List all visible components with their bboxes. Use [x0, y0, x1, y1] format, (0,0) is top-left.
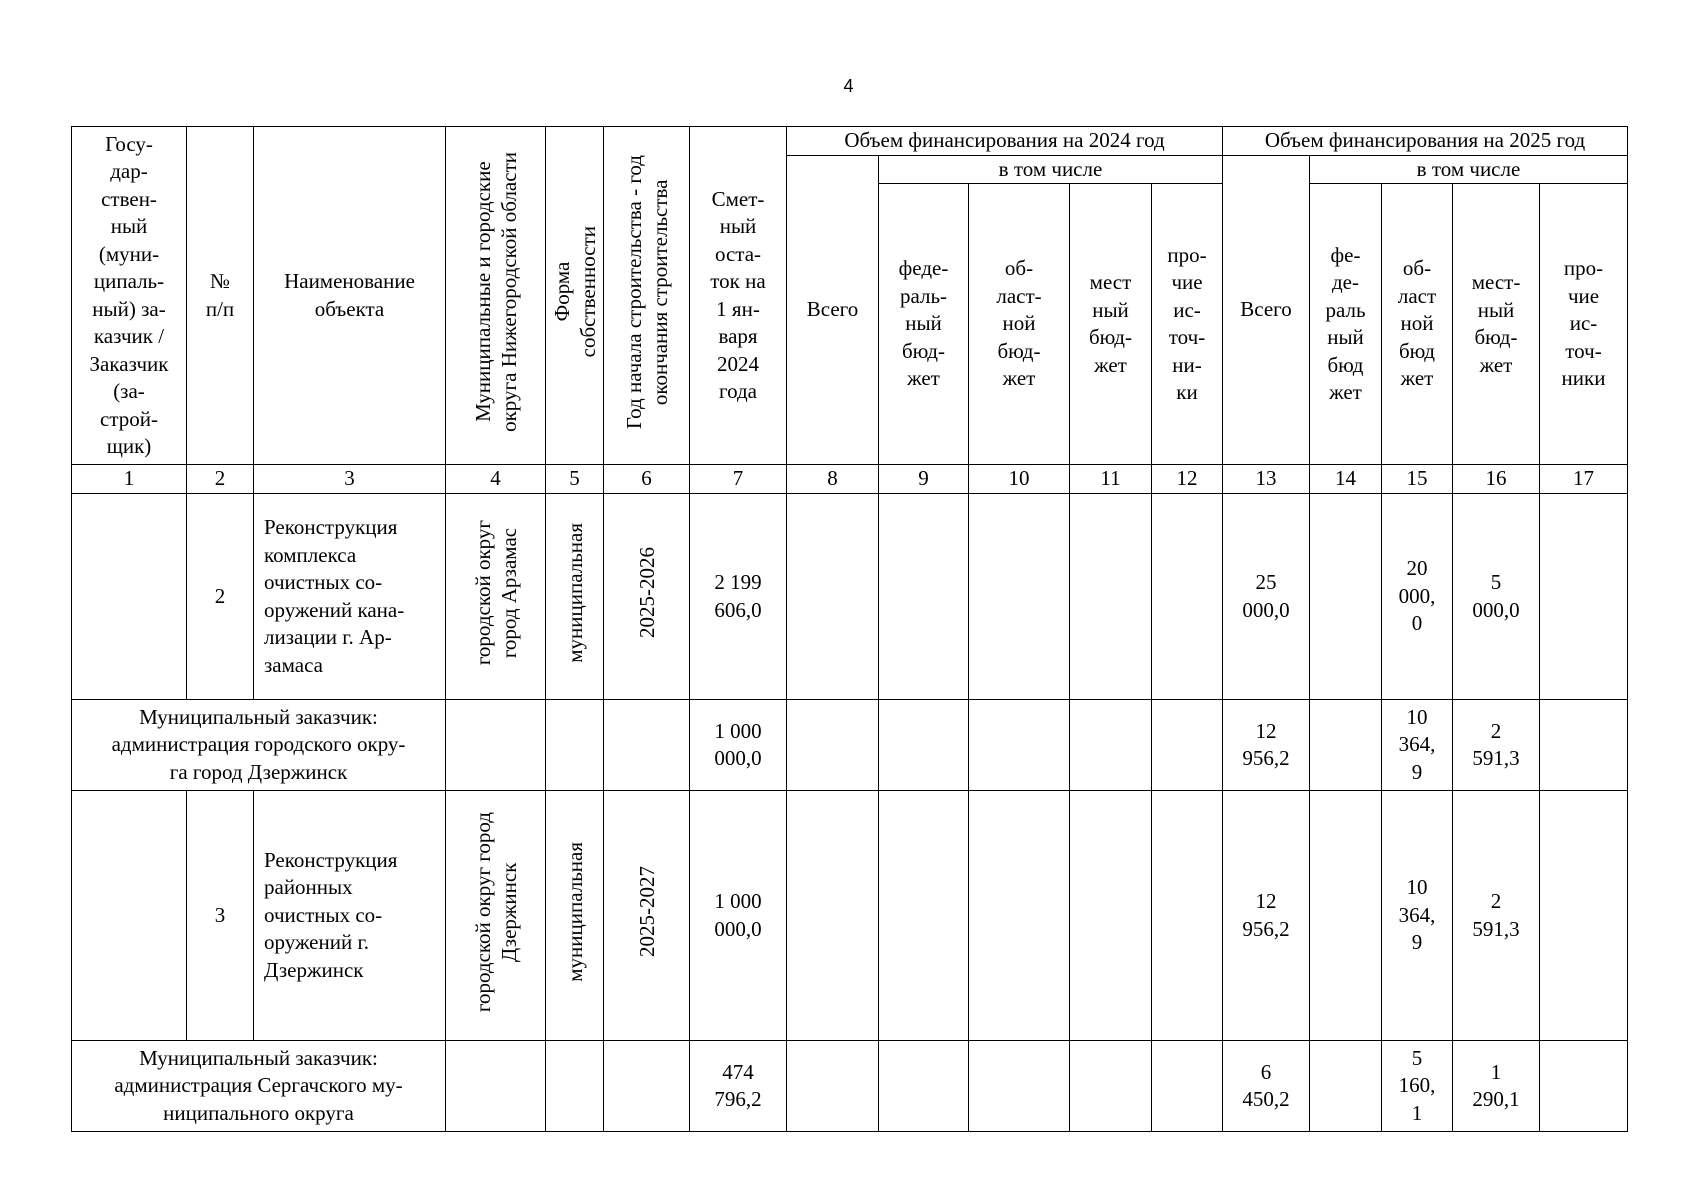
cell-empty	[1310, 700, 1382, 791]
cell-empty	[969, 494, 1070, 700]
cell-empty	[969, 700, 1070, 791]
header-estimate: Смет- ный оста- ток на 1 ян- варя 2024 года	[690, 127, 787, 465]
col-number: 8	[787, 465, 879, 494]
cell-customer-label: Муниципальный заказчик: администрация Сергачского му- ниципального округа	[72, 1041, 446, 1132]
cell-municipality: городской округ город Арзамас	[446, 494, 546, 700]
cell-ownership: муниципальная	[546, 494, 604, 700]
header-federal-2025: фе- де- раль ный бюд жет	[1310, 184, 1382, 465]
col-number: 1	[72, 465, 187, 494]
col-number: 14	[1310, 465, 1382, 494]
cell-local-2025: 1 290,1	[1453, 1041, 1540, 1132]
cell-empty	[879, 700, 969, 791]
cell-empty	[1070, 494, 1152, 700]
cell-empty	[1152, 1041, 1223, 1132]
header-regional-2025: об- ласт ной бюд жет	[1382, 184, 1453, 465]
cell-regional-2025: 20 000, 0	[1382, 494, 1453, 700]
header-municipality: Муниципальные и городские округа Нижегородской области	[446, 127, 546, 465]
cell-empty	[1152, 700, 1223, 791]
cell-customer	[72, 494, 187, 700]
cell-estimate: 1 000 000,0	[690, 791, 787, 1041]
cell-empty	[787, 494, 879, 700]
header-total-2025: Всего	[1223, 155, 1310, 465]
header-ownership: Форма собственности	[546, 127, 604, 465]
cell-empty	[1070, 1041, 1152, 1132]
col-number: 6	[604, 465, 690, 494]
cell-total-2025: 6 450,2	[1223, 1041, 1310, 1132]
col-number: 12	[1152, 465, 1223, 494]
cell-years: 2025-2027	[604, 791, 690, 1041]
cell-local-2025: 2 591,3	[1453, 700, 1540, 791]
cell-empty	[1152, 494, 1223, 700]
col-number: 7	[690, 465, 787, 494]
cell-empty	[446, 1041, 546, 1132]
col-number: 15	[1382, 465, 1453, 494]
cell-empty	[1540, 1041, 1628, 1132]
col-number: 13	[1223, 465, 1310, 494]
header-other-2024: про- чие ис- точ- ни- ки	[1152, 184, 1223, 465]
header-total-2024: Всего	[787, 155, 879, 465]
cell-regional-2025: 10 364, 9	[1382, 791, 1453, 1041]
cell-empty	[879, 791, 969, 1041]
header-including-2024: в том числе	[879, 155, 1223, 184]
cell-empty	[1540, 494, 1628, 700]
cell-empty	[604, 700, 690, 791]
cell-municipality: городской округ город Дзержинск	[446, 791, 546, 1041]
header-local-2025: мест- ный бюд- жет	[1453, 184, 1540, 465]
cell-total-2025: 12 956,2	[1223, 791, 1310, 1041]
col-number: 16	[1453, 465, 1540, 494]
cell-empty	[879, 1041, 969, 1132]
cell-empty	[1070, 700, 1152, 791]
cell-num: 3	[187, 791, 254, 1041]
header-federal-2024: феде- раль- ный бюд- жет	[879, 184, 969, 465]
cell-empty	[1310, 494, 1382, 700]
header-local-2024: мест ный бюд- жет	[1070, 184, 1152, 465]
cell-customer	[72, 791, 187, 1041]
cell-ownership: муниципальная	[546, 791, 604, 1041]
col-number: 11	[1070, 465, 1152, 494]
cell-estimate: 2 199 606,0	[690, 494, 787, 700]
col-number: 3	[254, 465, 446, 494]
financing-table	[71, 126, 1628, 1132]
cell-empty	[446, 700, 546, 791]
cell-empty	[546, 700, 604, 791]
cell-empty	[969, 1041, 1070, 1132]
cell-empty	[604, 1041, 690, 1132]
cell-regional-2025: 10 364, 9	[1382, 700, 1453, 791]
col-number: 5	[546, 465, 604, 494]
cell-local-2025: 2 591,3	[1453, 791, 1540, 1041]
cell-regional-2025: 5 160, 1	[1382, 1041, 1453, 1132]
header-fin-2024: Объем финансирования на 2024 год	[787, 127, 1223, 156]
cell-empty	[1152, 791, 1223, 1041]
cell-empty	[1310, 1041, 1382, 1132]
header-including-2025: в том числе	[1310, 155, 1628, 184]
cell-empty	[1540, 700, 1628, 791]
header-object-name: Наименование объекта	[254, 127, 446, 465]
cell-object-name: Реконструкция комплекса очистных со- оружений кана- лизации г. Ар- замаса	[254, 494, 446, 700]
cell-local-2025: 5 000,0	[1453, 494, 1540, 700]
cell-empty	[787, 700, 879, 791]
object-row	[72, 494, 1628, 700]
col-number: 9	[879, 465, 969, 494]
col-number: 4	[446, 465, 546, 494]
cell-empty	[546, 1041, 604, 1132]
cell-empty	[787, 1041, 879, 1132]
cell-num: 2	[187, 494, 254, 700]
header-fin-2025: Объем финансирования на 2025 год	[1223, 127, 1628, 156]
column-number-row	[72, 465, 1628, 494]
header-regional-2024: об- ласт- ной бюд- жет	[969, 184, 1070, 465]
col-number: 10	[969, 465, 1070, 494]
col-number: 2	[187, 465, 254, 494]
header-years: Год начала строительства - год окончания строительства	[604, 127, 690, 465]
cell-empty	[1310, 791, 1382, 1041]
cell-empty	[1070, 791, 1152, 1041]
header-num: № п/п	[187, 127, 254, 465]
page-number: 4	[843, 76, 854, 96]
cell-customer-label: Муниципальный заказчик: администрация городского окру- га город Дзержинск	[72, 700, 446, 791]
cell-empty	[1540, 791, 1628, 1041]
header-customer: Госу- дар- ствен- ный (муни- ципаль- ный) за- казчик / Заказчик (за- строй- щик)	[72, 127, 187, 465]
cell-estimate: 474 796,2	[690, 1041, 787, 1132]
cell-estimate: 1 000 000,0	[690, 700, 787, 791]
col-number: 17	[1540, 465, 1628, 494]
cell-empty	[879, 494, 969, 700]
customer-row	[72, 700, 1628, 791]
cell-total-2025: 25 000,0	[1223, 494, 1310, 700]
header-other-2025: про- чие ис- точ- ники	[1540, 184, 1628, 465]
cell-empty	[969, 791, 1070, 1041]
cell-empty	[787, 791, 879, 1041]
cell-total-2025: 12 956,2	[1223, 700, 1310, 791]
customer-row	[72, 1041, 1628, 1132]
cell-years: 2025-2026	[604, 494, 690, 700]
cell-object-name: Реконструкция районных очистных со- оружений г. Дзержинск	[254, 791, 446, 1041]
object-row	[72, 791, 1628, 1041]
